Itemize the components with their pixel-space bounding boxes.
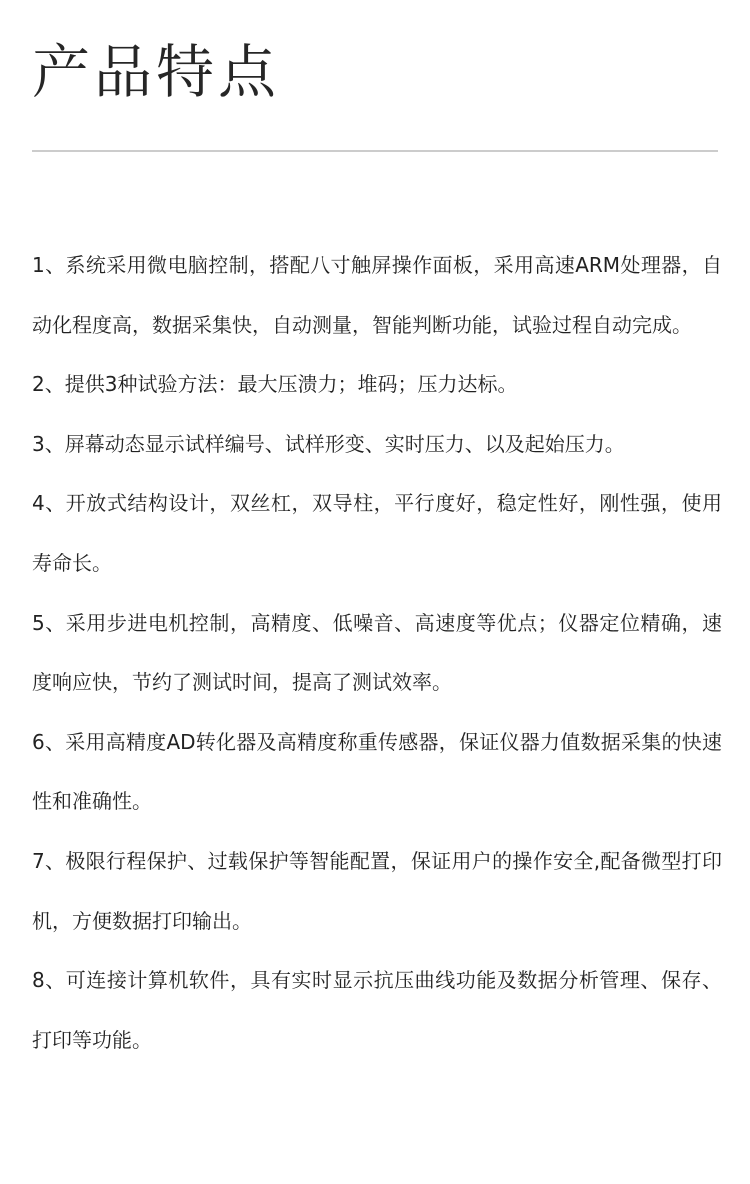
title-divider xyxy=(32,150,718,152)
feature-item-3: 3、屏幕动态显示试样编号、试样形变、实时压力、以及起始压力。 xyxy=(32,431,625,456)
feature-item-4: 4、开放式结构设计，双丝杠，双导柱，平行度好，稳定性好，刚性强，使用寿命长。 xyxy=(32,491,722,575)
page-title: 产品特点 xyxy=(32,38,281,106)
feature-item-8: 8、可连接计算机软件，具有实时显示抗压曲线功能及数据分析管理、保存、打印等功能。 xyxy=(32,968,722,1052)
feature-list xyxy=(32,236,722,1070)
feature-item-6: 6、采用高精度AD转化器及高精度称重传感器，保证仪器力值数据采集的快速性和准确性。 xyxy=(32,729,722,814)
feature-item-7: 7、极限行程保护、过载保护等智能配置，保证用户的操作安全,配备微型打印机，方便数据打印输出。 xyxy=(32,848,722,933)
feature-item-5: 5、采用步进电机控制，高精度、低噪音、高速度等优点；仪器定位精确，速度响应快，节约了测试时间，提高了测试效率。 xyxy=(32,610,722,695)
feature-item-1: 1、系统采用微电脑控制，搭配八寸触屏操作面板，采用高速ARM处理器，自动化程度高，数据采集快，自动测量，智能判断功能，试验过程自动完成。 xyxy=(32,253,722,337)
feature-item-2: 2、提供3种试验方法：最大压溃力；堆码；压力达标。 xyxy=(32,372,518,397)
